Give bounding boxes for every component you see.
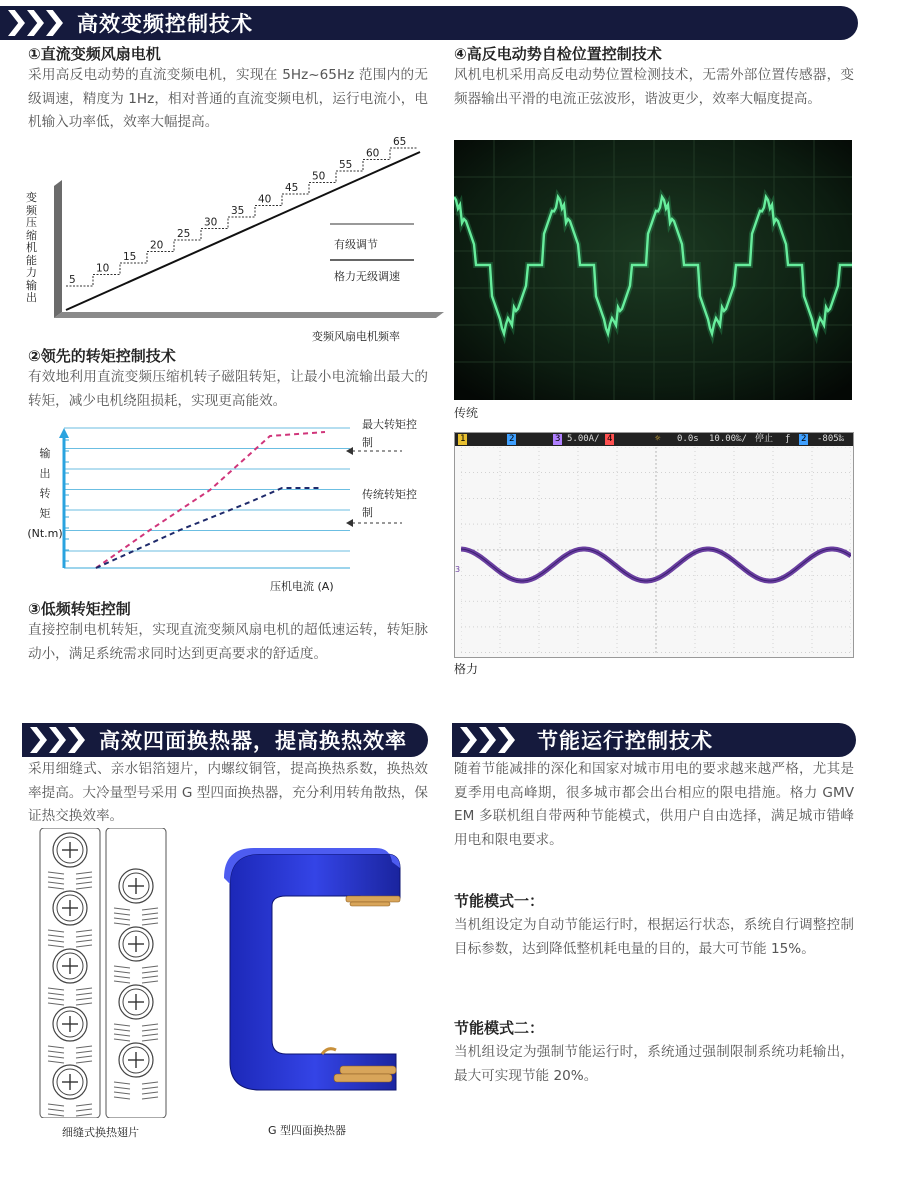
max-torque-curve: [96, 432, 325, 568]
banner-title: 高效四面换热器，提高换热效率: [99, 728, 407, 753]
caption-gree: 格力: [454, 662, 479, 676]
heading-back-emf-position: ④高反电动势自检位置控制技术: [454, 45, 662, 63]
step-label: 40: [258, 193, 272, 206]
fin-slit: [48, 945, 64, 947]
slit-fin-illustration: [38, 828, 178, 1118]
heading-torque-control: ②领先的转矩控制技术: [28, 347, 176, 365]
fin-slit: [142, 913, 158, 915]
trigger-level: -805‰: [817, 434, 845, 444]
ch4-indicator: 4: [607, 434, 613, 444]
fin-slit: [114, 913, 130, 915]
fin-slit: [142, 1097, 158, 1099]
fin-slit: [142, 976, 158, 978]
step-label: 25: [177, 228, 191, 240]
fin-slit: [142, 1029, 158, 1031]
fin-slit: [142, 1092, 158, 1094]
fin-slit: [48, 1109, 64, 1111]
step-label: 10: [96, 262, 110, 275]
fin-slit: [76, 1046, 92, 1048]
trigger-icon: ☼: [655, 434, 661, 444]
y-label-char: 输: [39, 447, 51, 460]
fin-slit: [142, 1039, 158, 1041]
text-dc-fan-motor: 采用高反电动势的直流变频电机，实现在 5Hz~65Hz 范围内的无级调速，精度为 1Hz，相对普通的直流变频电机，运行电流小，电机输入功率低，效率大幅提高。: [28, 67, 428, 130]
y-label-unit: (Nt.m): [27, 527, 63, 540]
y-axis-arrowhead: [59, 428, 69, 438]
edge-icon: ƒ: [785, 434, 791, 444]
step-label: 15: [123, 251, 137, 263]
timebase-readout: 10.00‰/: [709, 434, 747, 444]
fin-slit: [76, 998, 92, 1000]
fin-slit: [114, 908, 130, 910]
chevron-arrows-icon: [8, 10, 65, 36]
section-banner-frequency-control: [0, 6, 858, 40]
g-type-exchanger-illustration: [210, 840, 420, 1100]
fin-slit: [48, 1114, 64, 1116]
text-heat-exchanger: 采用细缝式、亲水铝箔翅片，内螺纹铜管，提高换热系数，换热效率提高。大冷量型号采用 G 型四面换热器，充分利用转角散热，保证热交换效率。: [28, 761, 428, 824]
legend-step-label: 有级调节: [334, 238, 378, 251]
step-label: 50: [312, 170, 326, 183]
gree-waveform-plot: [461, 447, 851, 653]
torque-y-label: [26, 444, 64, 544]
gree-scope-display: [454, 432, 854, 658]
fin-slit: [142, 1087, 158, 1089]
y-label-char: 转: [39, 487, 51, 500]
fin-slit: [114, 1029, 130, 1031]
section-banner-energy-saving: [452, 723, 856, 757]
fin-slit: [76, 1003, 92, 1005]
step-label: 20: [150, 239, 164, 252]
caption-traditional: 传统: [454, 406, 479, 420]
step-line: [66, 148, 417, 286]
step-label: 35: [231, 205, 245, 217]
torque-chart: [50, 418, 360, 576]
fin-slit: [76, 988, 92, 990]
fin-slit: [48, 877, 64, 879]
fin-slit: [76, 1109, 92, 1111]
fin-slit: [142, 1024, 158, 1026]
ch3-indicator: 3: [555, 434, 561, 444]
fin-slit: [142, 923, 158, 925]
fin-slit: [48, 1051, 64, 1053]
fin-slit: [48, 872, 64, 874]
ch2-indicator: 2: [509, 434, 515, 444]
fin-slit: [114, 1039, 130, 1041]
heading-dc-fan-motor: ①直流变频风扇电机: [28, 45, 161, 63]
ch1-indicator: 1: [460, 434, 466, 444]
trigger-channel: 2: [801, 434, 807, 444]
fin-slit: [114, 1097, 130, 1099]
fin-slit: [48, 1003, 64, 1005]
fin-slit: [114, 971, 130, 973]
fin-slit: [114, 1092, 130, 1094]
step-label: 65: [393, 136, 407, 148]
scope-status-bar: [455, 433, 853, 446]
fin-slit: [76, 872, 92, 874]
fin-slit: [114, 981, 130, 983]
torque-x-label: 压机电流 (A): [270, 580, 334, 593]
stepless-speed-chart: [24, 136, 444, 346]
text-mode-one: 当机组设定为自动节能运行时，根据运行状态，系统自行调整控制目标参数，达到降低整机耗电量的目的，最大可节能 15%。: [454, 917, 854, 957]
fin-slit: [142, 971, 158, 973]
fin-slit: [76, 1061, 92, 1063]
step-label: 5: [69, 274, 76, 286]
g-exchanger-body: [230, 854, 400, 1090]
fin-slit: [114, 923, 130, 925]
traditional-waveform-photo: [454, 140, 852, 400]
fin-slit: [142, 1082, 158, 1084]
y-label-char: 出: [39, 467, 51, 480]
run-state: 停止: [755, 434, 774, 444]
fin-slit: [114, 1034, 130, 1036]
x-axis-label-fan-frequency: 变频风扇电机频率: [312, 330, 400, 343]
fin-slit: [76, 930, 92, 932]
step-label: 30: [204, 216, 218, 229]
copper-pipe-top: [346, 896, 400, 906]
fin-slit: [76, 945, 92, 947]
fin-slit: [76, 1051, 92, 1053]
fin-slit: [114, 1087, 130, 1089]
y-axis-label-capacity: 变频压缩机能力输出: [26, 191, 37, 304]
fin-slit: [48, 998, 64, 1000]
stepless-line: [66, 152, 420, 310]
step-label: 60: [366, 147, 380, 160]
banner-title: 节能运行控制技术: [537, 728, 713, 753]
fin-slit: [48, 1046, 64, 1048]
staircase-path: [66, 148, 417, 286]
fin-slit: [76, 882, 92, 884]
fin-slit: [76, 935, 92, 937]
max-label-line: 最大转矩控: [362, 418, 417, 431]
fin-slit: [114, 1082, 130, 1084]
banner-title: 高效变频控制技术: [77, 11, 253, 36]
fin-slit: [48, 930, 64, 932]
fin-slit: [142, 918, 158, 920]
caption-g-exchanger: G 型四面换热器: [268, 1124, 347, 1137]
traditional-torque-label: [362, 486, 417, 522]
fin-slit: [76, 1114, 92, 1116]
fin-slit: [142, 981, 158, 983]
max-label-line: 制: [362, 436, 373, 449]
heading-mode-two: 节能模式二：: [454, 1019, 545, 1037]
fin-slit: [142, 908, 158, 910]
section-banner-heat-exchanger: [22, 723, 428, 757]
fin-slit: [114, 1024, 130, 1026]
fin-slit: [48, 1061, 64, 1063]
fin-slit: [48, 882, 64, 884]
fin-slit: [48, 887, 64, 889]
traditional-torque-curve: [96, 488, 320, 568]
scale-readout: 5.00A/: [567, 434, 600, 444]
fin-slit: [114, 976, 130, 978]
trad-label-line: 制: [362, 506, 373, 519]
chevron-arrows-icon: [460, 727, 517, 753]
step-label: 55: [339, 159, 353, 171]
fin-slit: [76, 1056, 92, 1058]
fin-slit: [114, 918, 130, 920]
chevron-arrows-icon: [30, 727, 87, 753]
text-torque-control: 有效地利用直流变频压缩机转子磁阻转矩，让最小电流输出最大的转矩，减少电机绕阻损耗，实现更高能效。: [28, 369, 428, 409]
trad-label-line: 传统转矩控: [362, 488, 417, 501]
fin-slit: [76, 1104, 92, 1106]
fin-slit: [76, 993, 92, 995]
fin-slit: [76, 940, 92, 942]
legend-stepless-label: 格力无级调速: [334, 270, 400, 283]
fin-slit: [76, 887, 92, 889]
max-torque-pointer: [346, 446, 402, 456]
fin-slit: [48, 993, 64, 995]
text-energy-saving: 随着节能减排的深化和国家对城市用电的要求越来越严格，尤其是夏季用电高峰期，很多城市都会出台相应的限电措施。格力 GMV EM 多联机组自带两种节能模式，供用户自由选择，满足城市错峰用电和限电要求。: [454, 761, 854, 848]
fin-slit: [48, 1056, 64, 1058]
y-label-char: 矩: [39, 507, 51, 520]
traditional-torque-pointer: [346, 518, 402, 528]
heading-mode-one: 节能模式一：: [454, 892, 545, 910]
x-axis-bar: [54, 312, 444, 318]
fin-slit: [48, 935, 64, 937]
caption-slit-fin: 细缝式换热翅片: [62, 1126, 139, 1139]
fin-slit: [48, 988, 64, 990]
step-label: 45: [285, 182, 299, 194]
fin-slit: [48, 1104, 64, 1106]
fin-slit: [142, 966, 158, 968]
fin-slit: [114, 966, 130, 968]
heading-low-freq-torque: ③低频转矩控制: [28, 600, 131, 618]
text-back-emf-position: 风机电机采用高反电动势位置检测技术，无需外部位置传感器，变频器输出平滑的电流正弦波形，谐波更少，效率大幅度提高。: [454, 67, 854, 107]
text-mode-two: 当机组设定为强制节能运行时，系统通过强制限制系统功耗输出，最大可实现节能 20%。: [454, 1044, 854, 1084]
scope-channel-marker: 3: [455, 565, 461, 574]
y-axis-bar: [54, 180, 62, 318]
fin-slit: [48, 940, 64, 942]
fin-slit: [76, 877, 92, 879]
fin-slit: [142, 1034, 158, 1036]
time-readout: 0.0s: [677, 434, 699, 444]
text-low-freq-torque: 直接控制电机转矩，实现直流变频风扇电机的超低速运转，转矩脉动小，满足系统需求同时达到更高要求的舒适度。: [28, 622, 428, 662]
